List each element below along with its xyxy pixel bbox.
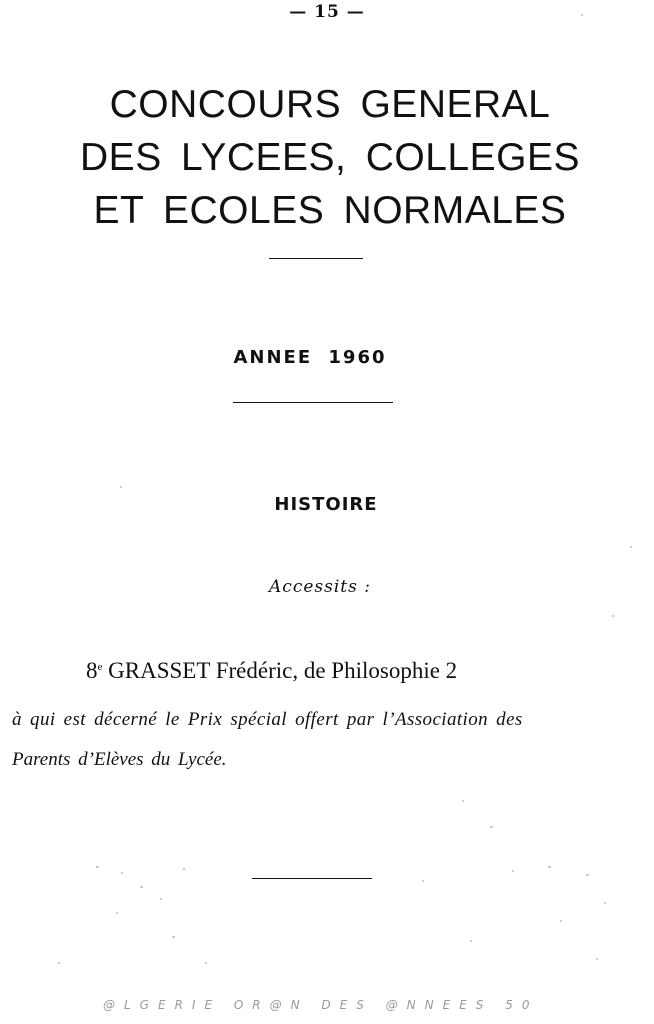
prize-description-line-2: Parents d’Elèves du Lycée. xyxy=(12,749,227,770)
main-title xyxy=(40,78,620,237)
title-line-2: DES LYCEES, COLLEGES xyxy=(80,136,580,179)
prize-description-line-1: à qui est décerné le Prix spécial offert par l’Association des xyxy=(12,709,523,730)
divider-rule xyxy=(269,258,363,259)
divider-rule xyxy=(252,878,372,879)
page-number: — 15 — xyxy=(289,2,365,22)
section-label: Accessits : xyxy=(269,577,371,597)
laureate-rank: 8 xyxy=(86,658,98,683)
year-heading: ANNEE 1960 xyxy=(233,347,387,368)
laureate-entry xyxy=(86,658,457,684)
divider-rule xyxy=(233,402,393,403)
title-line-3: ET ECOLES NORMALES xyxy=(93,189,567,232)
title-line-1: CONCOURS GENERAL xyxy=(109,83,551,126)
laureate-rank-suffix: e xyxy=(97,661,103,673)
watermark: @LGERIE OR@N DES @NNEES 50 xyxy=(103,998,539,1012)
subject-heading: HISTOIRE xyxy=(274,494,378,515)
laureate-name: GRASSET Frédéric, de Philosophie 2 xyxy=(108,658,458,683)
